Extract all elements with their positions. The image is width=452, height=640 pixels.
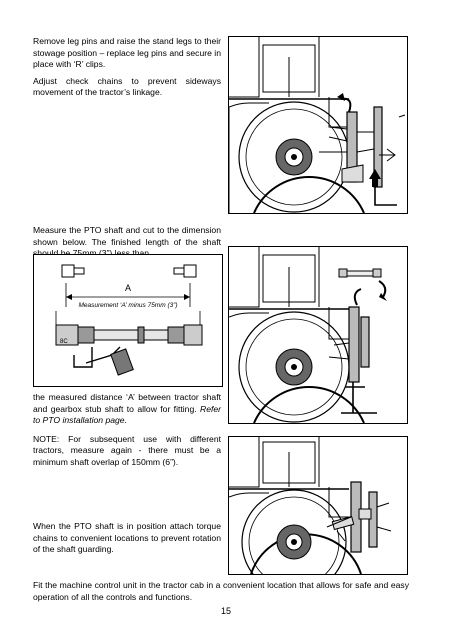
shaft-measurement-caption: Measurement ‘A’ minus 75mm (3”) [78,302,178,309]
shaft-label-a: A [124,283,132,293]
pto-measure-instruction: Measure the PTO shaft and cut to the dimension shown below. The finished length of the shaft [33,225,221,247]
overlap-note: NOTE: For subsequent use with different tractors, measure again - there must be a minimum shaft overlap of 150mm (6”). [33,433,221,467]
section3-text [33,521,221,556]
pto-fitting-figure [228,246,408,424]
section1-text [33,36,221,99]
torque-chains-instruction: When the PTO shaft is in position attach torque chains to convenient locations to prevent rotation of the shaft guarding. [33,521,221,555]
section2-continued [33,392,221,469]
torque-chain-figure [228,436,408,575]
page-number: 15 [220,606,231,616]
pto-shaft-figure [33,254,223,387]
measured-distance-main: the measured distance ‘A’ between tractor shaft and gearbox stub shaft to allow for fitting. [33,392,221,414]
control-unit-instruction [33,580,409,603]
check-chains-instruction: Adjust check chains to prevent sideways movement of the tractor’s linkage. [33,75,221,98]
tractor-stand-figure [228,36,408,214]
svg-text:8C: 8C [60,339,68,345]
stand-legs-instruction: Remove leg pins and raise the stand legs to their stowage position – replace leg pins and secure in place with ‘R’ clips. [33,36,221,70]
control-unit-text: Fit the machine control unit in the tractor cab in a convenient location that allows for safe and easy operation of all the controls and functions. [33,580,409,602]
measured-distance-text [33,392,221,427]
pto-installation-reference: Refer to PTO installation page. [33,403,221,426]
